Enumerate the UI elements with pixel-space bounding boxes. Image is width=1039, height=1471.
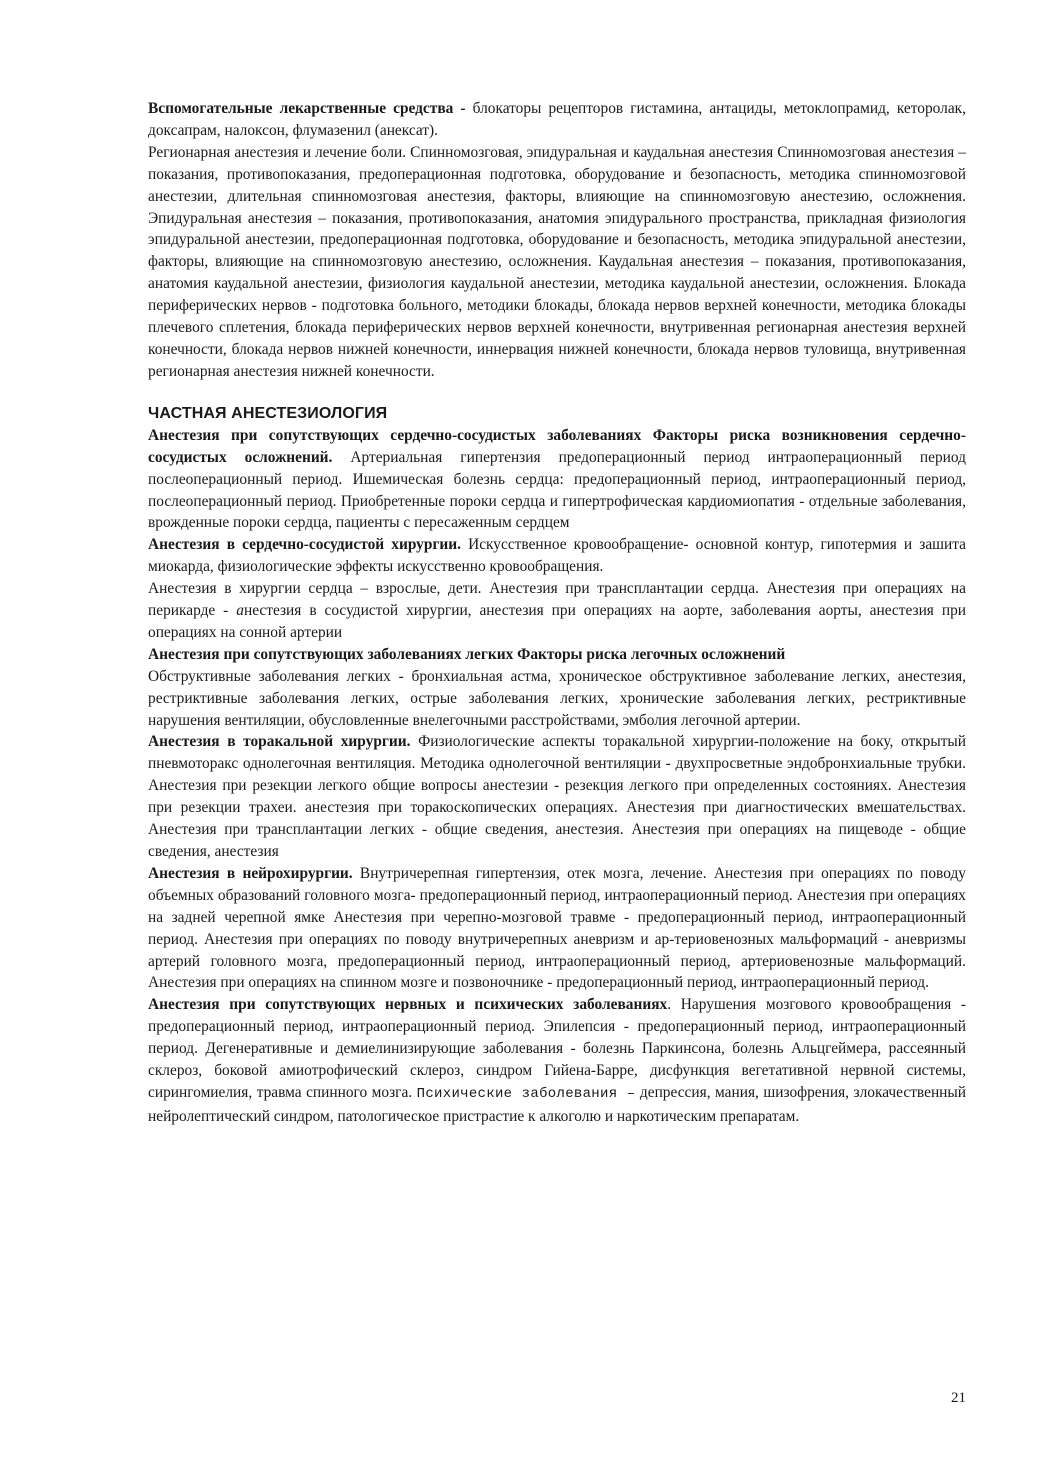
paragraph-text: Артериальная гипертензия предоперационный период интраоперационный период послеоперационный период. Ишемическая болезнь сердца: предоперационный период, интраоперационный период, послеоперационный период. Приобретенные пороки сердца и гипертрофическая кардиомиопатия - отдельные заболевания, врожденные пороки сердца, пациенты с пересаженным сердцем — [148, 448, 966, 532]
paragraph-heading: Анестезия в сердечно-сосудистой хирургии. — [148, 536, 462, 554]
paragraph-text: Искусственное кровообращение- основной контур, гипотермия и зашита миокарда, физиологические эффекты искусственно кровообращения. — [148, 536, 966, 576]
paragraph-heading: Анестезия при сопутствующих нервных и психических заболеваниях — [148, 996, 668, 1014]
paragraph-text: Обструктивные заболевания легких - бронхиальная астма, хроническое обструктивное заболевание легких, анестезия, рестриктивные заболевания легких, острые заболевания легких, хронические заболевания легких, рестриктивные нарушения вентиляции, обусловленные внелегочными расстройствами, эмболия легочной артерии. — [148, 667, 966, 729]
paragraph-cardiovascular-diseases — [148, 425, 966, 535]
paragraph-text: блокаторы рецепторов гистамина, антациды, метоклопрамид, кеторолак, доксапрам, налоксон, флумазенил (анексат). — [148, 100, 967, 139]
paragraph-text: Внутричерепная гипертензия, отек мозга, лечение. Анестезия при операциях по поводу объемных образований головного мозга- предоперационный период, интраоперационный период. Анестезия при операциях на задней черепной ямке Анестезия при черепно-мозговой травме - предоперационный период, интраоперационный период. Анестезия при операциях по поводу внутричерепных аневризм и ар-териовенозных мальформаций - аневризмы артерий головного мозга, предоперационный период, интраоперационный период, артериовенозные мальформаций. Анестезия при операциях на спинном мозге и позвоночнике - предоперационный период, интраоперационный период. — [148, 864, 966, 992]
paragraph-text: Регионарная анестезия и лечение боли. Спинномозговая, эпидуральная и каудальная анестезия Спинномозговая анестезия – показания, противопоказания, предоперационная подготовка, оборудование и безопасность, методика спинномозговой анестезии, длительная спинномозговая анестезия, факторы, влияющие на спинномозговую анестезию, осложнения. Эпидуральная анестезия – показания, противопоказания, анатомия эпидурального пространства, прикладная физиология эпидуральной анестезии, предоперационная подготовка, оборудование и безопасность, методика эпидуральной анестезии, факторы, влияющие на спинномозговую анестезию, осложнения. Каудальная анестезия – показания, противопоказания, анатомия каудальной анестезии, физиология каудальной анестезии, методика каудальной анестезии, осложнения. Блокада периферических нервов - подготовка больного, методики блокады, блокада нервов верхней конечности, методика блокады плечевого сплетения, блокада периферических нервов верхней конечности, внутривенная регионарная анестезия верхней конечности, блокада нервов нижней конечности, иннервация нижней конечности, блокада нервов туловища, внутривенная регионарная анестезия нижней конечности. — [148, 143, 966, 380]
paragraph-lung-diseases — [148, 666, 966, 732]
paragraph-text-continued: нестезия в сосудистой хирургии, анестезия при операциях на аорте, заболевания аорты, анестезия при операциях на сонной артерии — [148, 602, 966, 641]
paragraph-italic-letter: а — [236, 602, 244, 620]
paragraph-heading: Анестезия в торакальной хирургии. — [148, 733, 411, 751]
paragraph-heading: Вспомогательные лекарственные средства - — [148, 100, 466, 117]
paragraph-text-continued: депрессия, мания, шизофрения, злокачественный нейролептический синдром, патологическое пристрастие к алкоголю и наркотическим препаратам. — [148, 1083, 966, 1125]
page-number: 21 — [951, 1390, 966, 1406]
paragraph-heading: Анестезия в нейрохирургии. — [148, 864, 353, 882]
paragraph-heading: Анестезия при сопутствующих заболеваниях легких Факторы риска легочных осложнений — [148, 645, 786, 663]
section-heading: ЧАСТНАЯ АНЕСТЕЗИОЛОГИЯ — [148, 404, 388, 422]
paragraph-heading: Анестезия при сопутствующих сердечно-сосудистых заболеваниях Факторы риска возникновения сердечно-сосудистых осложнений. — [148, 426, 966, 466]
paragraph-mono-phrase: Психические заболевания – — [416, 1085, 636, 1102]
paragraph-cardiovascular-surgery — [148, 534, 966, 578]
paragraph-text: Физиологические аспекты торакальной хирургии-положение на боку, открытый пневмоторакс однолегочная вентиляция. Методика однолегочной вентиляции - двухпросветные эндобронхиальные трубки. Анестезия при резекции легкого общие вопросы анестезии - резекция легкого при определенных состояниях. Анестезия при резекции трахеи. анестезия при торакоскопических операциях. Анестезия при диагностических вмешательствах. Анестезия при трансплантации легких - общие сведения, анестезия. Анестезия при операциях на пищеводе - общие сведения, анестезия — [148, 733, 966, 860]
paragraph-neurosurgery — [148, 863, 966, 994]
paragraph-thoracic-surgery — [148, 731, 966, 862]
paragraph-neuro-psychiatric — [148, 994, 966, 1127]
paragraph-cardiac-surgery — [148, 578, 966, 644]
paragraph-auxiliary-drugs — [148, 98, 966, 142]
paragraph-lung-diseases-heading — [148, 644, 966, 666]
paragraph-text: . Нарушения мозгового кровообращения - предоперационный период, интраоперационный период. Эпилепсия - предоперационный период, интраоперационный период. Дегенеративные и демиелинизирующие заболевания - болезнь Паркинсона, болезнь Альцгеймера, рассеянный склероз, боковой амиотрофический склероз, синдром Гийена-Барре, дисфункция вегетативной нервной системы, сирингомиелия, травма спинного мозга. — [148, 996, 966, 1101]
paragraph-text: Анестезия в хирургии сердца – взрослые, дети. Анестезия при трансплантации сердца. Анестезия при операциях на перикарде - — [148, 580, 966, 620]
paragraph-regional-anesthesia — [148, 142, 966, 383]
